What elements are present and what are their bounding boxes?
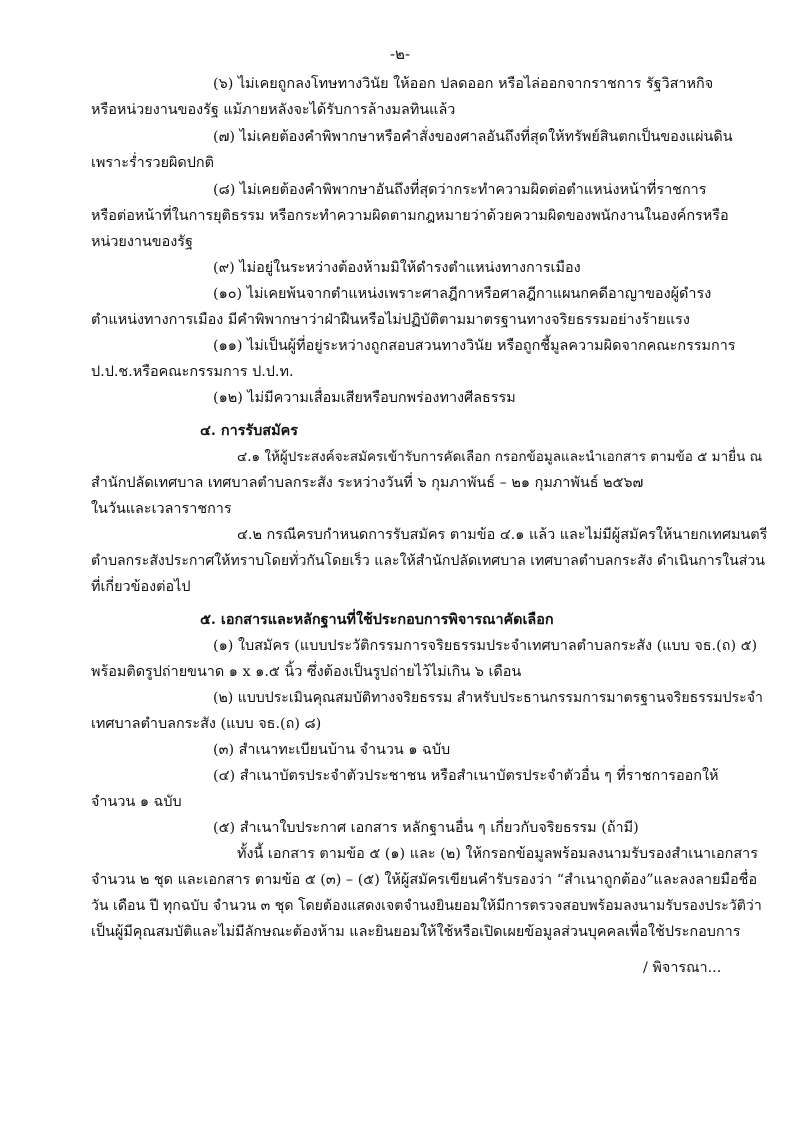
continuation-text: / พิจารณา...	[643, 960, 722, 976]
qualification-8-cont2: หน่วยงานของรัฐ	[91, 234, 193, 250]
document-2: (๒) แบบประเมินคุณสมบัติทางจริยธรรม สำหรับประธานกรรมการมาตรฐานจริยธรรมประจำ	[213, 690, 763, 706]
qualification-9: (๙) ไม่อยู่ในระหว่างต้องห้ามมิให้ดำรงตำแหน่งทางการเมือง	[213, 260, 581, 276]
section-4-2-cont: ตำบลกระสังประกาศให้ทราบโดยทั่วกันโดยเร็ว และให้สำนักปลัดเทศบาล เทศบาลตำบลกระสัง ดำเนินการในส่วน	[91, 553, 765, 569]
qualification-8-cont: หรือต่อหน้าที่ในการยุติธรรม หรือกระทำความผิดตามกฎหมายว่าด้วยความผิดของพนักงานในองค์กรหรือ	[91, 208, 729, 224]
document-note-cont: จำนวน ๒ ชุด และเอกสาร ตามข้อ ๕ (๓) – (๕) ให้ผู้สมัครเขียนคำรับรองว่า “สำเนาถูกต้อง”และลงลายมือชื่อ	[91, 872, 758, 888]
qualification-12: (๑๒) ไม่มีความเสื่อมเสียหรือบกพร่องทางศีลธรรม	[213, 390, 516, 406]
qualification-10: (๑๐) ไม่เคยพ้นจากตำแหน่งเพราะศาลฎีกาหรือศาลฎีกาแผนกคดีอาญาของผู้ดำรง	[213, 286, 712, 302]
section-4-2-cont2: ที่เกี่ยวข้องต่อไป	[91, 579, 191, 595]
section-4-1-cont: สำนักปลัดเทศบาล เทศบาลตำบลกระสัง ระหว่างวันที่ ๖ กุมภาพันธ์ – ๒๑ กุมภาพันธ์ ๒๕๖๗	[91, 475, 644, 491]
qualification-6: (๖) ไม่เคยถูกลงโทษทางวินัย ให้ออก ปลดออก หรือไล่ออกจากราชการ รัฐวิสาหกิจ	[213, 76, 714, 92]
document-note: ทั้งนี้ เอกสาร ตามข้อ ๕ (๑) และ (๒) ให้กรอกข้อมูลพร้อมลงนามรับรองสำเนาเอกสาร	[237, 846, 758, 862]
document-2-cont: เทศบาลตำบลกระสัง (แบบ จธ.(ถ) ๘)	[91, 716, 322, 732]
document-note-cont3: เป็นผู้มีคุณสมบัติและไม่มีลักษณะต้องห้าม และยินยอมให้ใช้หรือเปิดเผยข้อมูลส่วนบุคคลเพื่อใช้ประกอบการ	[91, 924, 741, 940]
qualification-10-cont: ตำแหน่งทางการเมือง มีคำพิพากษาว่าฝ่าฝืนหรือไม่ปฏิบัติตามมาตรฐานทางจริยธรรมอย่างร้ายแรง	[91, 312, 690, 328]
section-4-2: ๔.๒ กรณีครบกำหนดการรับสมัคร ตามข้อ ๔.๑ แล้ว และไม่มีผู้สมัครให้นายกเทศมนตรี	[237, 527, 768, 543]
document-3: (๓) สำเนาทะเบียนบ้าน จำนวน ๑ ฉบับ	[213, 742, 451, 758]
qualification-11-cont: ป.ป.ช.หรือคณะกรรมการ ป.ป.ท.	[91, 364, 294, 380]
qualification-7: (๗) ไม่เคยต้องคำพิพากษาหรือคำสั่งของศาลอันถึงที่สุดให้ทรัพย์สินตกเป็นของแผ่นดิน	[213, 129, 733, 145]
qualification-11: (๑๑) ไม่เป็นผู้ที่อยู่ระหว่างถูกสอบสวนทางวินัย หรือถูกชี้มูลความผิดจากคณะกรรมการ	[213, 338, 736, 354]
document-5: (๕) สำเนาใบประกาศ เอกสาร หลักฐานอื่น ๆ เกี่ยวกับจริยธรรม (ถ้ามี)	[213, 820, 639, 836]
document-1-cont: พร้อมติดรูปถ่ายขนาด ๑ x ๑.๕ นิ้ว ซึ่งต้องเป็นรูปถ่ายไว้ไม่เกิน ๖ เดือน	[91, 664, 522, 680]
document-4-cont: จำนวน ๑ ฉบับ	[91, 794, 182, 810]
qualification-7-cont: เพราะร่ำรวยผิดปกติ	[91, 155, 214, 171]
qualification-8: (๘) ไม่เคยต้องคำพิพากษาอันถึงที่สุดว่ากระทำความผิดต่อตำแหน่งหน้าที่ราชการ	[213, 182, 707, 198]
document-note-cont2: วัน เดือน ปี ทุกฉบับ จำนวน ๓ ชุด โดยต้องแสดงเจตจำนงยินยอมให้มีการตรวจสอบพร้อมลงนามรับรองประวัติว่า	[91, 898, 762, 914]
section-5-heading: ๕. เอกสารและหลักฐานที่ใช้ประกอบการพิจารณาคัดเลือก	[200, 611, 554, 628]
page-number: -๒-	[389, 45, 411, 63]
document-4: (๔) สำเนาบัตรประจำตัวประชาชน หรือสำเนาบัตรประจำตัวอื่น ๆ ที่ราชการออกให้	[213, 768, 719, 784]
section-4-1-cont2: ในวันและเวลาราชการ	[91, 501, 232, 517]
section-4-1: ๔.๑ ให้ผู้ประสงค์จะสมัครเข้ารับการคัดเลือก กรอกข้อมูลและนำเอกสาร ตามข้อ ๕ มายื่น ณ	[237, 449, 763, 465]
section-4-heading: ๔. การรับสมัคร	[200, 422, 298, 439]
qualification-6-cont: หรือหน่วยงานของรัฐ แม้ภายหลังจะได้รับการล้างมลทินแล้ว	[91, 102, 456, 118]
document-1: (๑) ใบสมัคร (แบบประวัติกรรมการจริยธรรมประจำเทศบาลตำบลกระสัง (แบบ จธ.(ถ) ๕)	[213, 638, 758, 654]
